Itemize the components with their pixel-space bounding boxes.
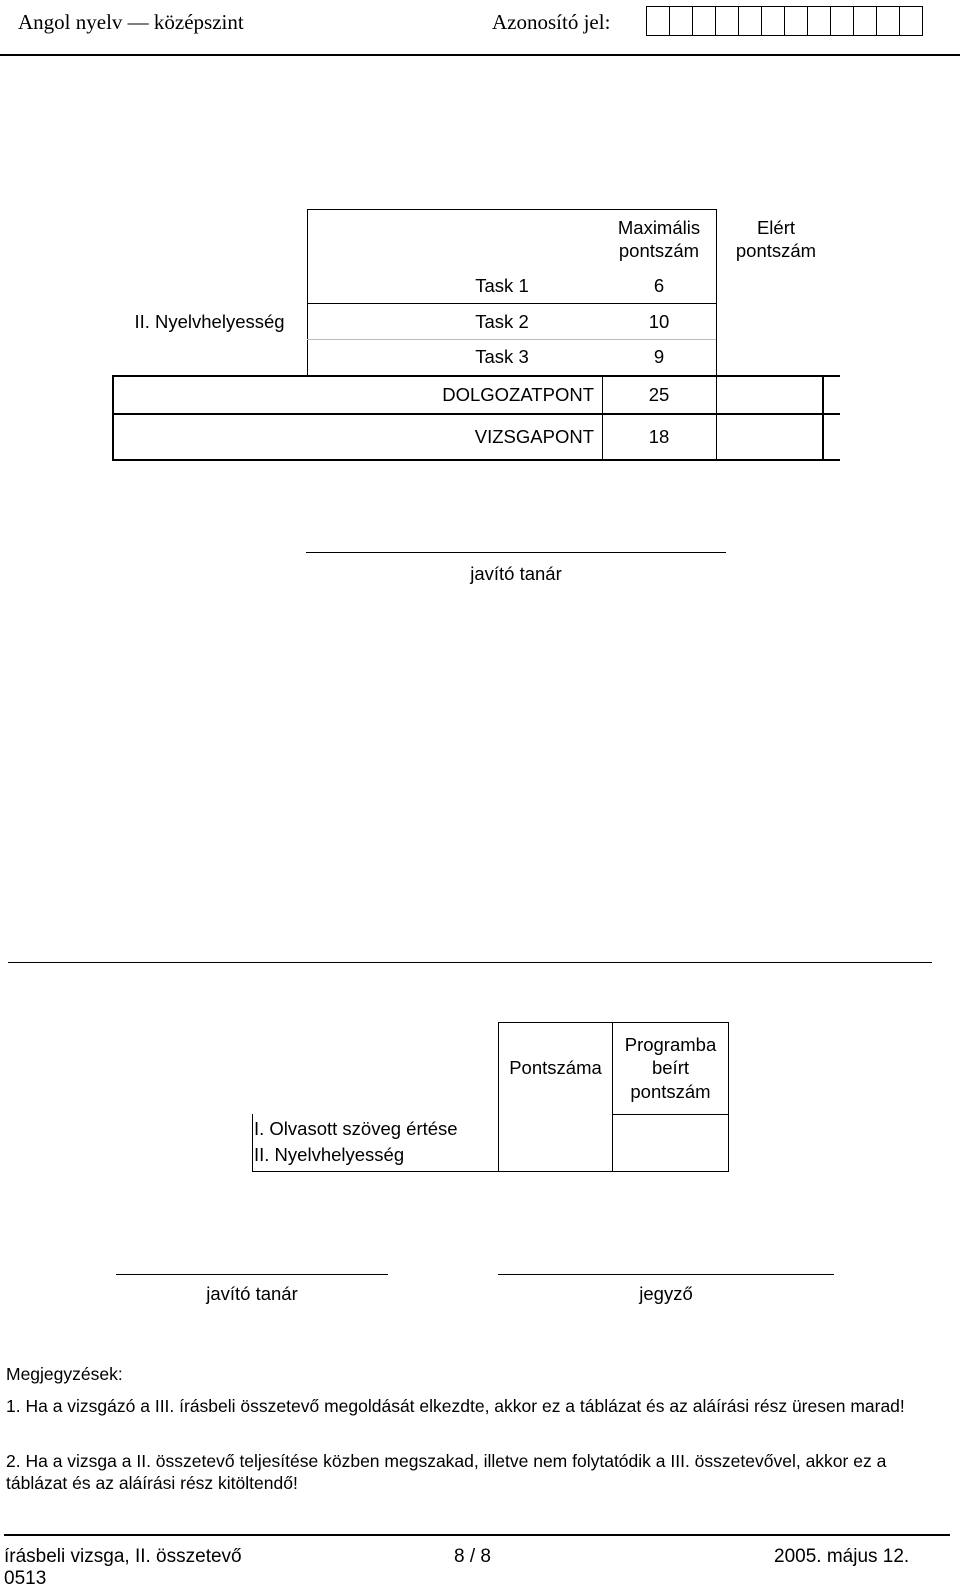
header-subject: Angol nyelv — középszint [18, 10, 244, 34]
id-box[interactable] [669, 6, 693, 36]
exam-achieved[interactable] [717, 415, 822, 459]
header-id-label: Azonosító jel: [492, 10, 611, 34]
footer-page: 8 / 8 [454, 1546, 491, 1567]
signature-label-teacher: javító tanár [206, 1283, 298, 1304]
footer-code: 0513 [4, 1568, 47, 1589]
id-box[interactable] [692, 6, 716, 36]
id-box[interactable] [807, 6, 831, 36]
task-name: Task 3 [475, 346, 529, 368]
row-label: I. Olvasott szöveg értése [254, 1118, 458, 1140]
id-box[interactable] [715, 6, 739, 36]
exam-label: VIZSGAPONT [474, 426, 594, 448]
col-header-achieved-points: Elért pontszám [735, 216, 817, 261]
program-points-cell[interactable] [613, 1115, 728, 1171]
header-rule [0, 54, 960, 56]
exam-max: 18 [648, 426, 670, 448]
id-box[interactable] [830, 6, 854, 36]
section-label: II. Nyelvhelyesség [134, 311, 285, 333]
task-name: Task 1 [475, 275, 529, 297]
col-header-points: Pontszáma [509, 1057, 602, 1079]
col-header-max-points: Maximális pontszám [617, 216, 701, 261]
id-box[interactable] [876, 6, 900, 36]
footer-rule [4, 1534, 950, 1536]
id-box[interactable] [646, 6, 670, 36]
footer-left [4, 1546, 242, 1590]
id-box[interactable] [853, 6, 877, 36]
notes-title: Megjegyzések: [6, 1364, 123, 1384]
task-achieved[interactable] [716, 340, 822, 374]
id-code-boxes[interactable] [647, 6, 923, 36]
total-max: 25 [648, 384, 670, 406]
id-box[interactable] [784, 6, 808, 36]
col-header-program-points: Programba beírt pontszám [624, 1034, 717, 1102]
id-box[interactable] [761, 6, 785, 36]
task-max: 6 [653, 275, 665, 297]
note-item: 2. Ha a vizsga a II. összetevő teljesítése közben megszakad, illetve nem folytatódik a III. összetevővel, akkor ez a táblázat és az aláírási rész kitöltendő! [6, 1451, 887, 1493]
note-item: 1. Ha a vizsgázó a III. írásbeli összetevő megoldását elkezdte, akkor ez a táblázat és az aláírási rész üresen marad! [6, 1396, 905, 1416]
signature-label-registrar: jegyző [639, 1283, 693, 1304]
program-table [252, 1022, 842, 1172]
row-label: II. Nyelvhelyesség [254, 1144, 405, 1166]
footer-exam: írásbeli vizsga, II. összetevő [4, 1546, 242, 1567]
id-box[interactable] [899, 6, 923, 36]
signature-line-teacher[interactable] [116, 1274, 388, 1275]
task-name: Task 2 [475, 311, 529, 333]
id-box[interactable] [738, 6, 762, 36]
signature-label: javító tanár [470, 563, 562, 584]
task-max: 10 [648, 311, 670, 333]
score-table [112, 209, 840, 461]
separator-rule [8, 962, 932, 963]
total-label: DOLGOZATPONT [442, 384, 594, 406]
footer-date: 2005. május 12. [774, 1546, 910, 1567]
task-achieved[interactable] [716, 269, 822, 303]
task-max: 9 [653, 346, 665, 368]
task-achieved[interactable] [716, 305, 822, 339]
total-achieved[interactable] [717, 377, 822, 413]
signature-line-registrar[interactable] [498, 1274, 834, 1275]
signature-line[interactable] [306, 552, 726, 553]
points-cell[interactable] [499, 1115, 612, 1171]
